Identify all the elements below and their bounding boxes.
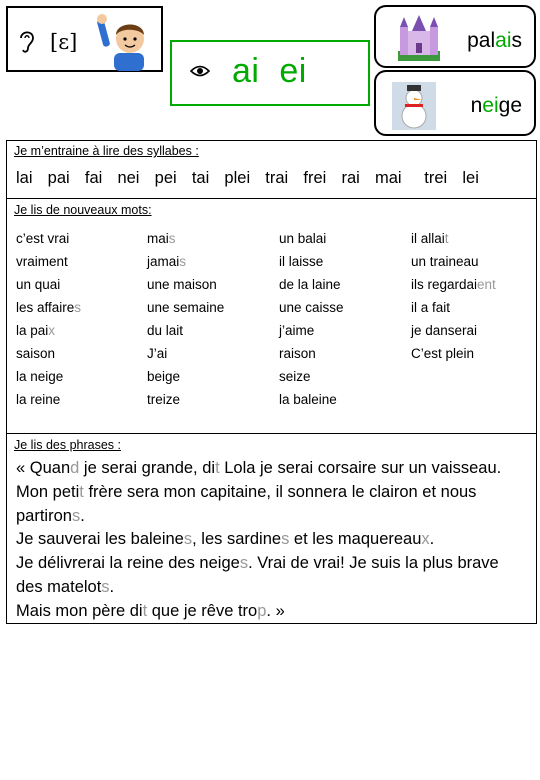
word-item: vraiment <box>16 254 68 269</box>
divider <box>7 198 536 199</box>
word-item: de la laine <box>279 277 341 292</box>
boy-raising-hand-image <box>94 11 162 71</box>
phoneme: [ɛ] <box>50 30 78 54</box>
phrase-paragraph: Je délivrerai la reine des neiges. Vrai de vrai! Je suis la plus brave des matelots. <box>16 554 499 596</box>
word-item: la neige <box>16 369 64 384</box>
phrase-paragraph: Je sauverai les baleines, les sardines et les maquereaux. <box>16 530 435 549</box>
word-item: un traineau <box>411 254 479 269</box>
phrases-text <box>16 457 526 624</box>
syllables-line: lai pai fai nei pei tai plei trai frei rai mai trei lei <box>16 169 479 187</box>
eye-icon <box>190 64 210 78</box>
word-item: mais <box>147 231 176 246</box>
ear-icon <box>16 28 38 56</box>
word-item: saison <box>16 346 56 361</box>
word-item: treize <box>147 392 181 407</box>
phrases-title: Je lis des phrases : <box>14 438 121 452</box>
word-item: la paix <box>16 323 56 338</box>
word-item: il a fait <box>411 300 451 315</box>
word-item: seize <box>279 369 311 384</box>
word-item: il laisse <box>279 254 324 269</box>
example-palais <box>374 5 536 68</box>
word-item: C’est plein <box>411 346 475 361</box>
word-item: une semaine <box>147 300 225 315</box>
word-item: j’aime <box>279 323 315 338</box>
word-item: ils regardaient <box>411 277 496 292</box>
phrase-paragraph: « Quand je serai grande, dit Lola je serai corsaire sur un vaisseau. Mon petit frère sera mon capitaine, il sonnera le clairon et nous partirons. <box>16 459 502 525</box>
graphemes-box <box>170 40 370 106</box>
example-neige <box>374 70 536 136</box>
syllables-title: Je m’entraine à lire des syllabes : <box>14 144 199 158</box>
sound-box <box>6 6 163 72</box>
word-item: J’ai <box>147 346 168 361</box>
snowman-image <box>392 82 436 130</box>
word-item: beige <box>147 369 181 384</box>
word-item: une caisse <box>279 300 344 315</box>
word-item: du lait <box>147 323 184 338</box>
word-item: c’est vrai <box>16 231 70 246</box>
phrase-paragraph: Mais mon père dit que je rêve trop. » <box>16 601 285 620</box>
graphemes: ai ei <box>232 52 307 90</box>
example-word-neige: neige <box>470 94 522 117</box>
divider <box>7 433 536 434</box>
exercise-panel <box>6 140 537 624</box>
word-item: la baleine <box>279 392 337 407</box>
word-item: un quai <box>16 277 61 292</box>
word-item: la reine <box>16 392 61 407</box>
word-item: les affaires <box>16 300 82 315</box>
example-word-palais: palais <box>467 29 522 52</box>
castle-image <box>394 11 444 63</box>
word-item: une maison <box>147 277 217 292</box>
word-item: raison <box>279 346 316 361</box>
word-item: un balai <box>279 231 327 246</box>
word-item: jamais <box>147 254 187 269</box>
word-item: je danserai <box>411 323 478 338</box>
words-title: Je lis de nouveaux mots: <box>14 203 152 217</box>
word-item: il allait <box>411 231 449 246</box>
